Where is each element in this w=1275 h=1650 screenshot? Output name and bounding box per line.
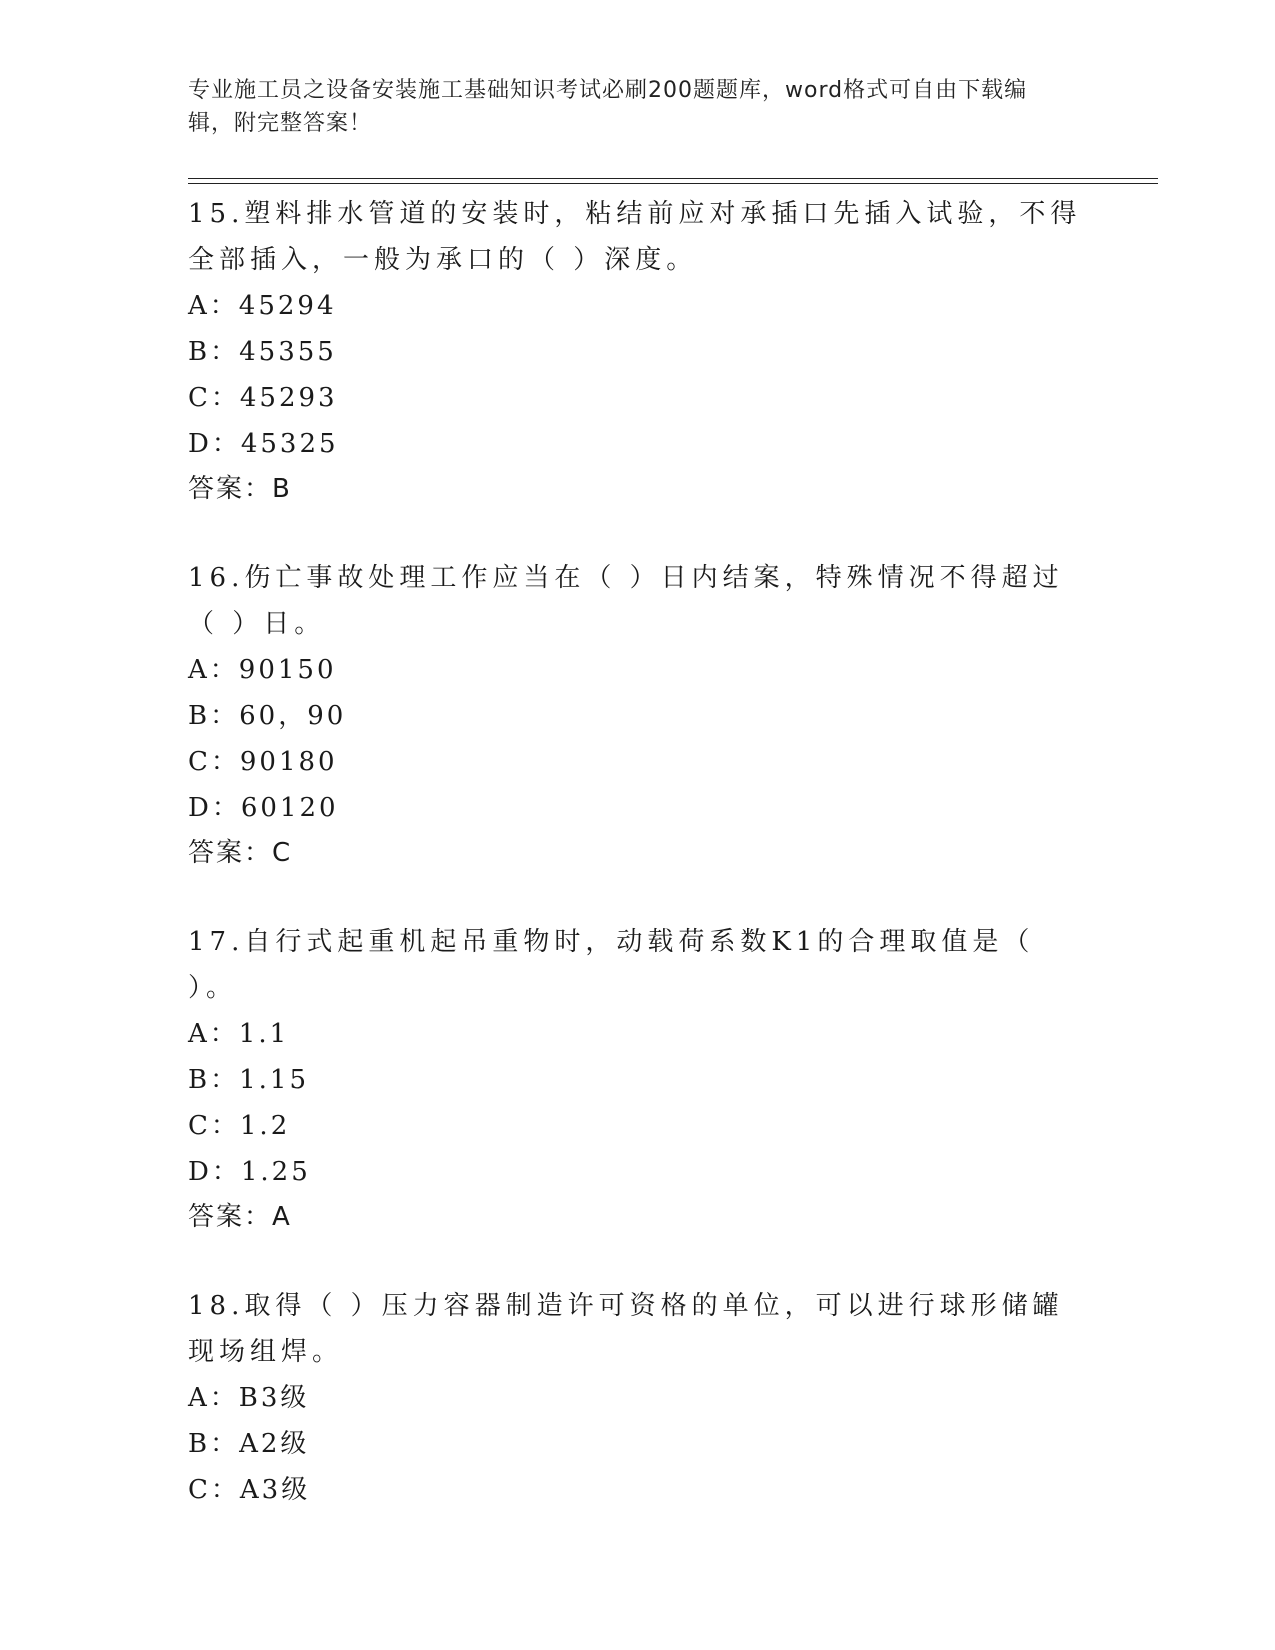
answer-line: 答案：C <box>188 838 293 868</box>
question-15 <box>188 191 1088 511</box>
option-a: A：45294 <box>188 291 337 321</box>
answer-line: 答案：A <box>188 1202 292 1232</box>
answer-line: 答案：B <box>188 474 292 504</box>
option-c: C：90180 <box>188 747 338 777</box>
option-d: D：45325 <box>188 429 339 459</box>
question-18 <box>188 1283 1088 1513</box>
question-stem: 15.塑料排水管道的安装时，粘结前应对承插口先插入试验，不得全部插入，一般为承口的（ ）深度。 <box>188 199 1082 275</box>
option-d: D：1.25 <box>188 1157 311 1187</box>
option-a: A：90150 <box>188 655 337 685</box>
question-16 <box>188 555 1088 875</box>
option-c: C：1.2 <box>188 1111 291 1141</box>
header-divider-bottom <box>188 183 1158 184</box>
option-b: B：60，90 <box>188 701 347 731</box>
option-b: B：A2级 <box>188 1429 310 1459</box>
question-17 <box>188 919 1088 1239</box>
question-list <box>188 191 1088 1557</box>
header-title: 专业施工员之设备安装施工基础知识考试必刷200题题库，word格式可自由下载编辑，附完整答案！ <box>188 78 1028 136</box>
option-c: C：45293 <box>188 383 338 413</box>
option-a: A：B3级 <box>188 1383 310 1413</box>
option-c: C：A3级 <box>188 1475 311 1505</box>
option-b: B：1.15 <box>188 1065 309 1095</box>
question-stem: 16.伤亡事故处理工作应当在（ ）日内结案，特殊情况不得超过（ ）日。 <box>188 563 1064 639</box>
option-a: A：1.1 <box>188 1019 290 1049</box>
header-divider-top <box>188 178 1158 179</box>
option-d: D：60120 <box>188 793 339 823</box>
option-b: B：45355 <box>188 337 337 367</box>
question-stem: 17.自行式起重机起吊重物时，动载荷系数K1的合理取值是（ ）。 <box>188 927 1035 1003</box>
document-header <box>188 74 1068 140</box>
question-stem: 18.取得（ ）压力容器制造许可资格的单位，可以进行球形储罐现场组焊。 <box>188 1291 1064 1367</box>
